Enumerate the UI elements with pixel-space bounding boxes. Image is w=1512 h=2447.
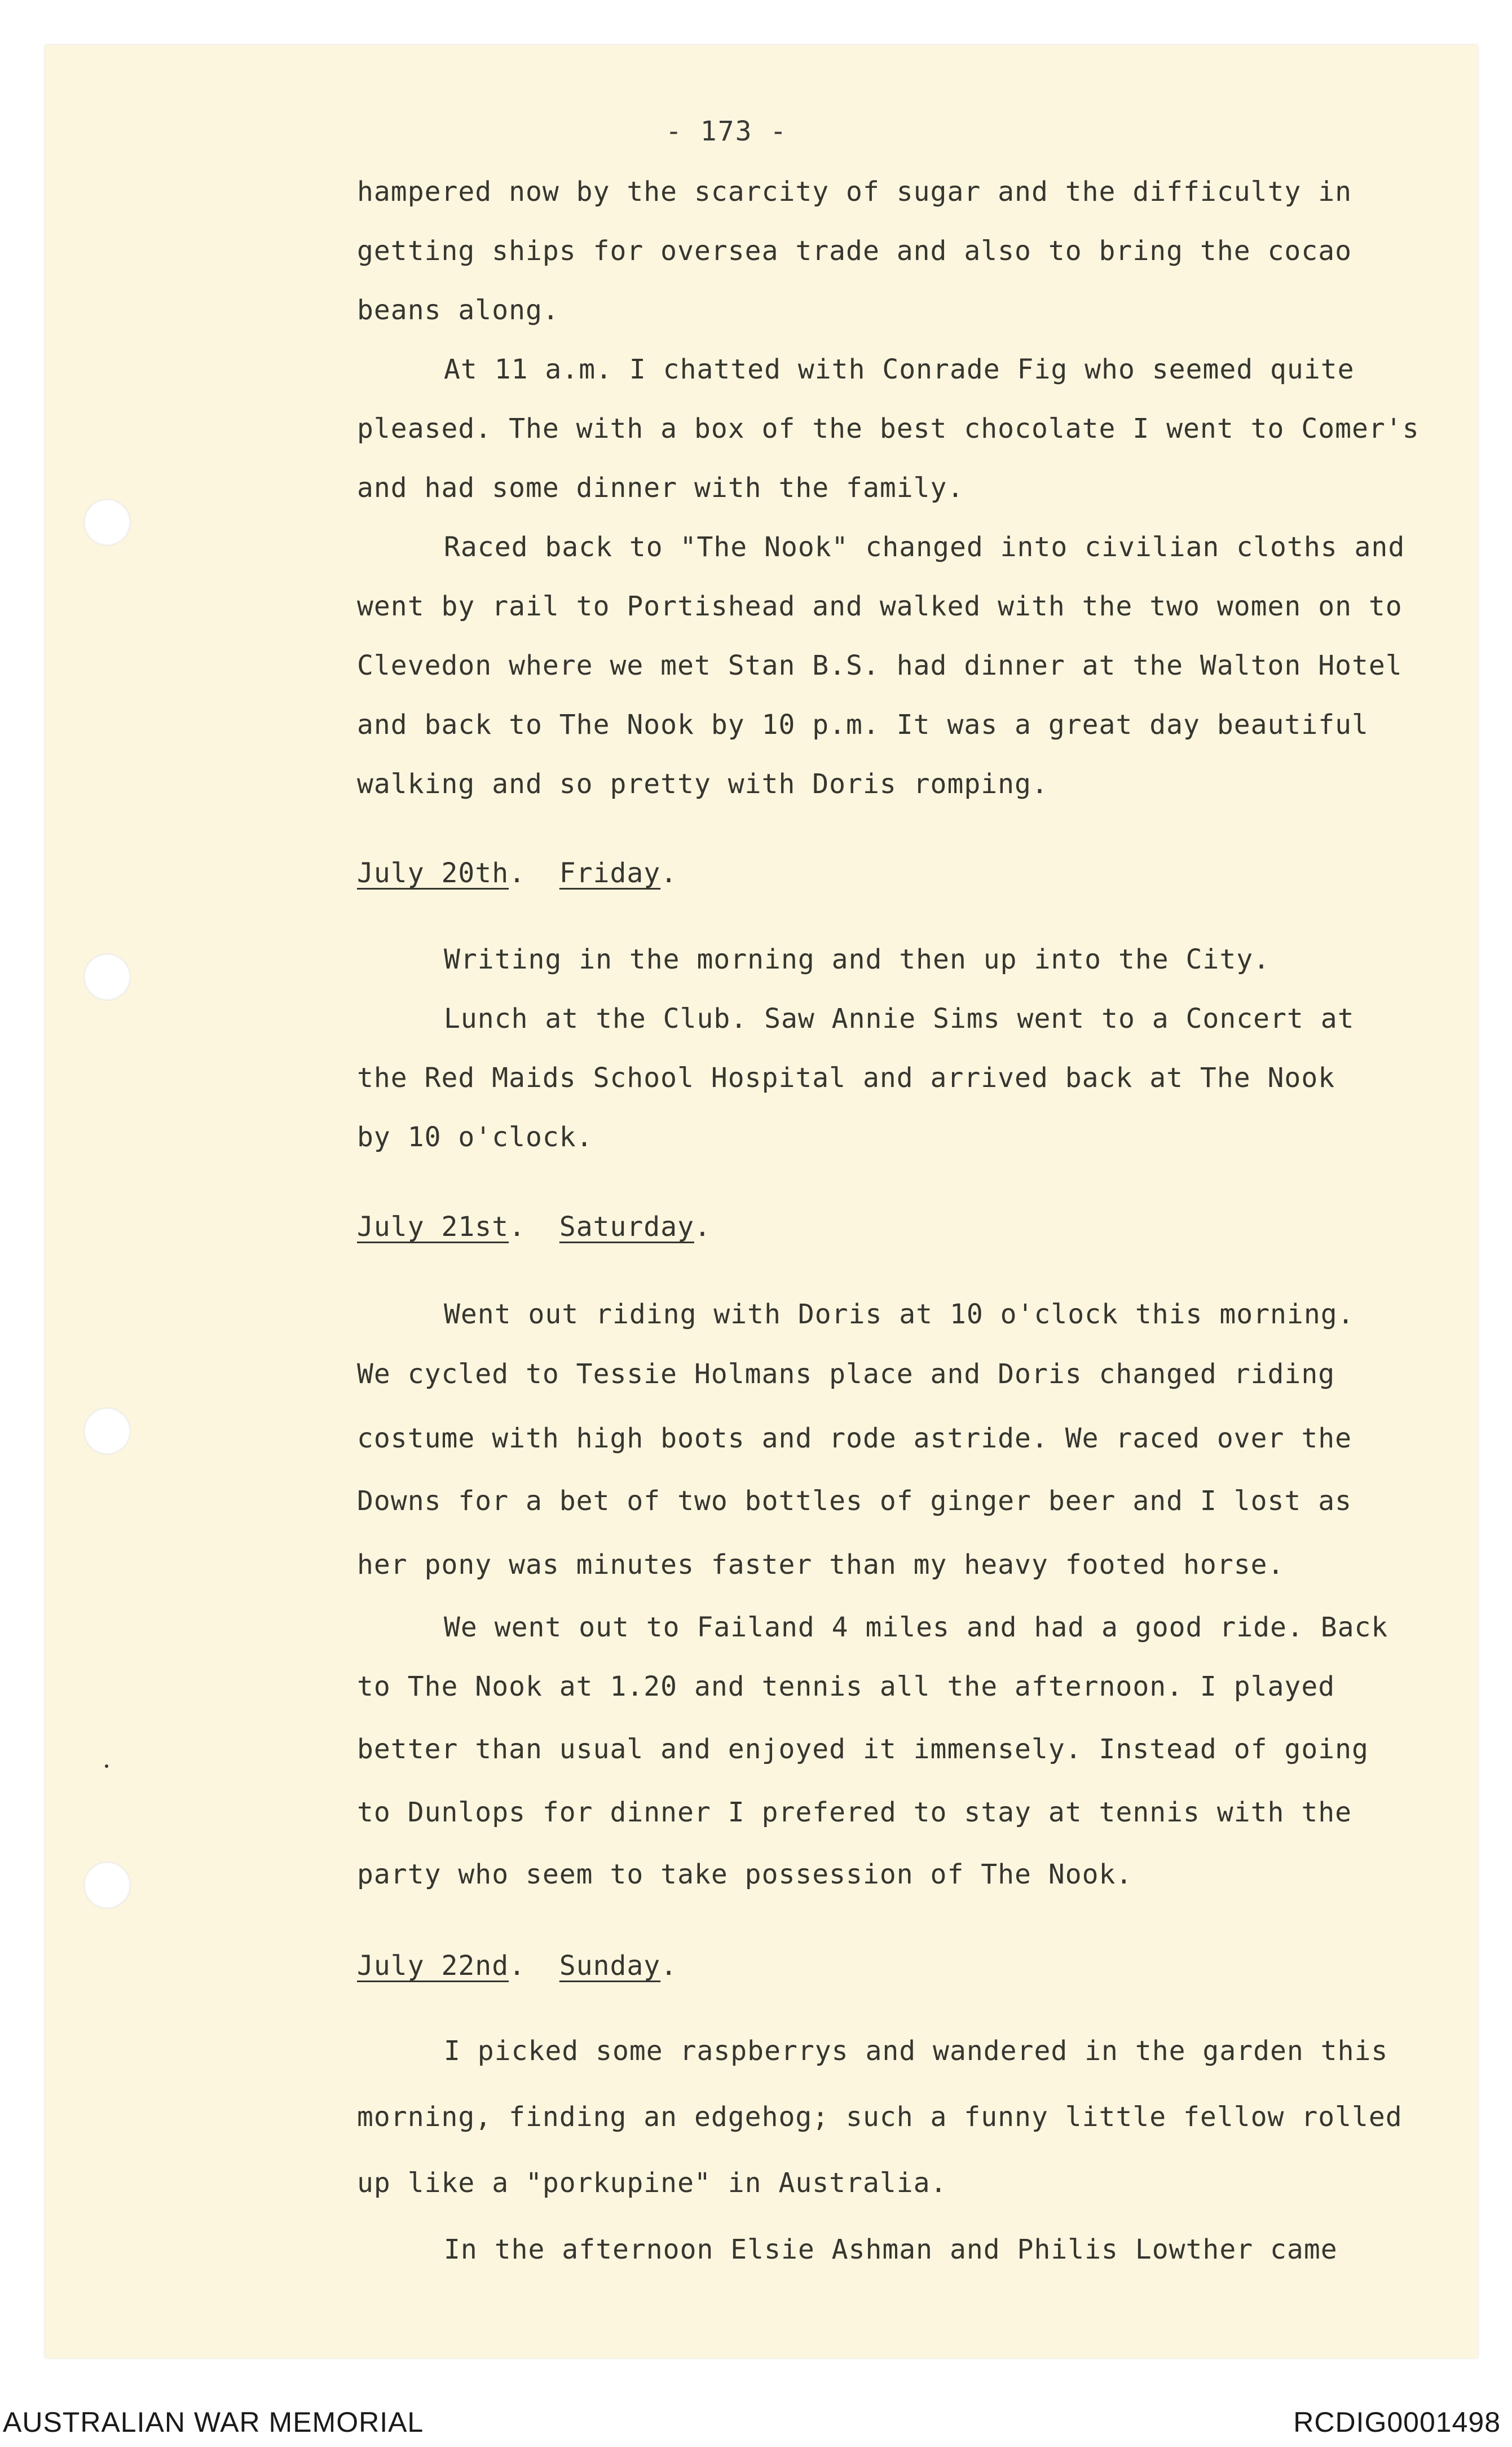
record-id: RCDIG0001498: [1293, 2406, 1501, 2438]
text-line: morning, finding an edgehog; such a funny little fellow rolled: [357, 2101, 1403, 2133]
entry-heading: July 21st. Saturday.: [357, 1211, 711, 1243]
text-line: I picked some raspberrys and wandered in the garden this: [444, 2035, 1388, 2067]
ink-speck: [105, 1764, 108, 1768]
text-line: party who seem to take possession of The Nook.: [357, 1859, 1133, 1890]
typed-page: [45, 45, 1478, 2358]
text-line: and had some dinner with the family.: [357, 472, 964, 504]
entry-date: July 20th: [357, 857, 509, 889]
punch-hole: [83, 499, 131, 546]
page-number: - 173 -: [665, 116, 788, 147]
entry-heading: July 22nd. Sunday.: [357, 1950, 678, 1982]
text-line: by 10 o'clock.: [357, 1121, 593, 1153]
text-line: At 11 a.m. I chatted with Conrade Fig who seemed quite: [444, 354, 1355, 385]
text-line: In the afternoon Elsie Ashman and Philis Lowther came: [444, 2234, 1338, 2265]
text-line: Writing in the morning and then up into the City.: [444, 944, 1271, 975]
text-line: better than usual and enjoyed it immensely. Instead of going: [357, 1733, 1369, 1765]
archive-credit: AUSTRALIAN WAR MEMORIAL: [3, 2406, 424, 2438]
text-line: costume with high boots and rode astride. We raced over the: [357, 1423, 1352, 1454]
punch-hole: [83, 1861, 131, 1909]
text-line: up like a "porkupine" in Australia.: [357, 2167, 947, 2199]
text-line: the Red Maids School Hospital and arrived back at The Nook: [357, 1062, 1335, 1094]
text-line: We cycled to Tessie Holmans place and Doris changed riding: [357, 1358, 1335, 1390]
text-line: Clevedon where we met Stan B.S. had dinner at the Walton Hotel: [357, 650, 1403, 681]
entry-heading: July 20th. Friday.: [357, 857, 678, 889]
text-line: hampered now by the scarcity of sugar and the difficulty in: [357, 176, 1352, 208]
text-line: to The Nook at 1.20 and tennis all the afternoon. I played: [357, 1671, 1335, 1702]
text-line: Raced back to "The Nook" changed into civilian cloths and: [444, 531, 1405, 563]
text-line: Lunch at the Club. Saw Annie Sims went to a Concert at: [444, 1003, 1355, 1035]
text-line: to Dunlops for dinner I prefered to stay at tennis with the: [357, 1797, 1352, 1828]
text-line: getting ships for oversea trade and also to bring the cocao: [357, 235, 1352, 267]
entry-date: July 22nd: [357, 1950, 509, 1982]
text-line: Downs for a bet of two bottles of ginger beer and I lost as: [357, 1485, 1352, 1517]
entry-day: Saturday: [559, 1211, 694, 1243]
text-line: and back to The Nook by 10 p.m. It was a great day beautiful: [357, 709, 1369, 741]
text-line: went by rail to Portishead and walked with the two women on to: [357, 591, 1403, 622]
entry-day: Sunday: [559, 1950, 661, 1982]
text-line: Went out riding with Doris at 10 o'clock this morning.: [444, 1299, 1355, 1330]
entry-date: July 21st: [357, 1211, 509, 1243]
text-line: pleased. The with a box of the best chocolate I went to Comer's: [357, 413, 1420, 444]
text-line: her pony was minutes faster than my heavy footed horse.: [357, 1549, 1285, 1581]
text-line: beans along.: [357, 294, 559, 326]
text-line: We went out to Failand 4 miles and had a good ride. Back: [444, 1612, 1388, 1643]
punch-hole: [83, 953, 131, 1001]
entry-day: Friday: [559, 857, 661, 889]
text-line: walking and so pretty with Doris romping.: [357, 768, 1048, 800]
punch-hole: [83, 1407, 131, 1455]
